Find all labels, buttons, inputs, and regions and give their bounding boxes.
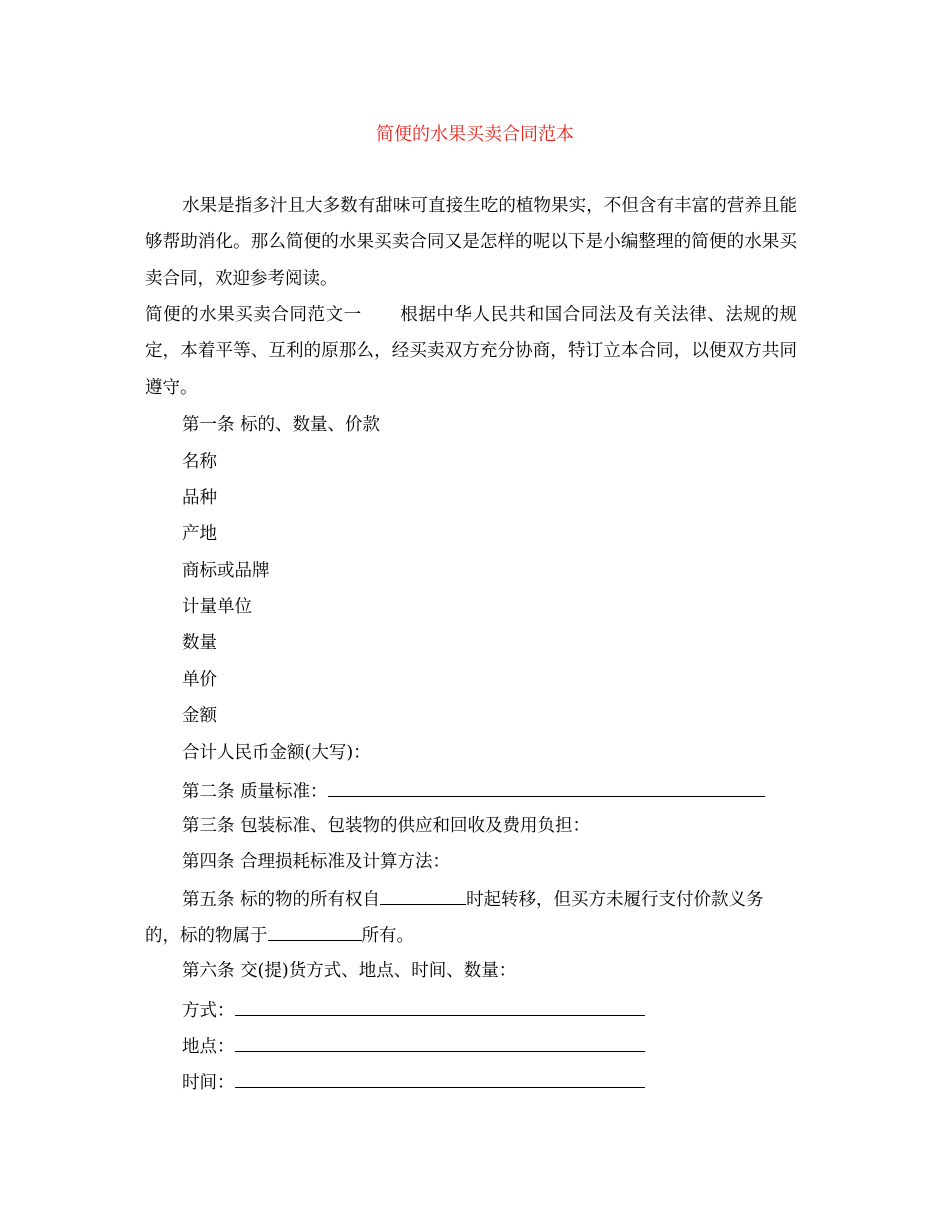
delivery-method-label: 方式： — [182, 1001, 235, 1021]
article-5-part2: 时起转移，但买方未履行支付价款义务的，标的物属于 — [145, 890, 764, 947]
article-5-blank-2 — [268, 920, 362, 941]
article-5-blank-1 — [380, 884, 466, 905]
item-origin: 产地 — [182, 524, 217, 544]
intro-paragraph: 水果是指多汁且大多数有甜味可直接生吃的植物果实，不但含有丰富的营养且能够帮助消化。那么简便的水果买卖合同又是怎样的呢以下是小编整理的简便的水果买卖合同，欢迎参考阅读。 — [145, 196, 797, 289]
article-2 — [182, 776, 765, 805]
delivery-time-label: 时间： — [182, 1073, 235, 1093]
item-brand: 商标或品牌 — [182, 561, 270, 581]
item-name: 名称 — [182, 452, 217, 472]
total-amount: 合计人民币金额(大写)： — [182, 743, 371, 763]
document-title: 简便的水果买卖合同范本 — [376, 124, 574, 145]
delivery-method — [182, 995, 645, 1024]
delivery-time-blank — [235, 1067, 645, 1088]
article-4: 第四条 合理损耗标准及计算方法： — [182, 852, 451, 872]
article-6: 第六条 交(提)货方式、地点、时间、数量： — [182, 961, 517, 981]
article-3: 第三条 包装标准、包装物的供应和回收及费用负担： — [182, 816, 591, 836]
article-5-part1: 第五条 标的物的所有权自 — [182, 890, 381, 910]
item-unit-price: 单价 — [182, 670, 217, 690]
delivery-method-blank — [235, 995, 645, 1016]
article-2-blank — [328, 776, 765, 797]
delivery-place — [182, 1031, 645, 1060]
article-1-title: 第一条 标的、数量、价款 — [182, 415, 381, 435]
article-5-part3: 所有。 — [361, 926, 414, 947]
delivery-place-label: 地点： — [182, 1037, 235, 1057]
delivery-time — [182, 1067, 645, 1096]
article-5 — [145, 882, 797, 955]
article-2-label: 第二条 质量标准： — [182, 782, 328, 802]
item-amount: 金额 — [182, 706, 217, 726]
section-text: 根据中华人民共和国合同法及有关法律、法规的规定，本着平等、互利的原那么，经买卖双方充分协商，特订立本合同，以便双方共同遵守。 — [145, 305, 798, 398]
section-paragraph — [145, 297, 797, 406]
item-unit: 计量单位 — [182, 597, 252, 617]
section-heading: 简便的水果买卖合同范文一 — [145, 305, 362, 325]
delivery-place-blank — [235, 1031, 645, 1052]
item-quantity: 数量 — [182, 633, 217, 653]
item-variety: 品种 — [182, 488, 217, 508]
